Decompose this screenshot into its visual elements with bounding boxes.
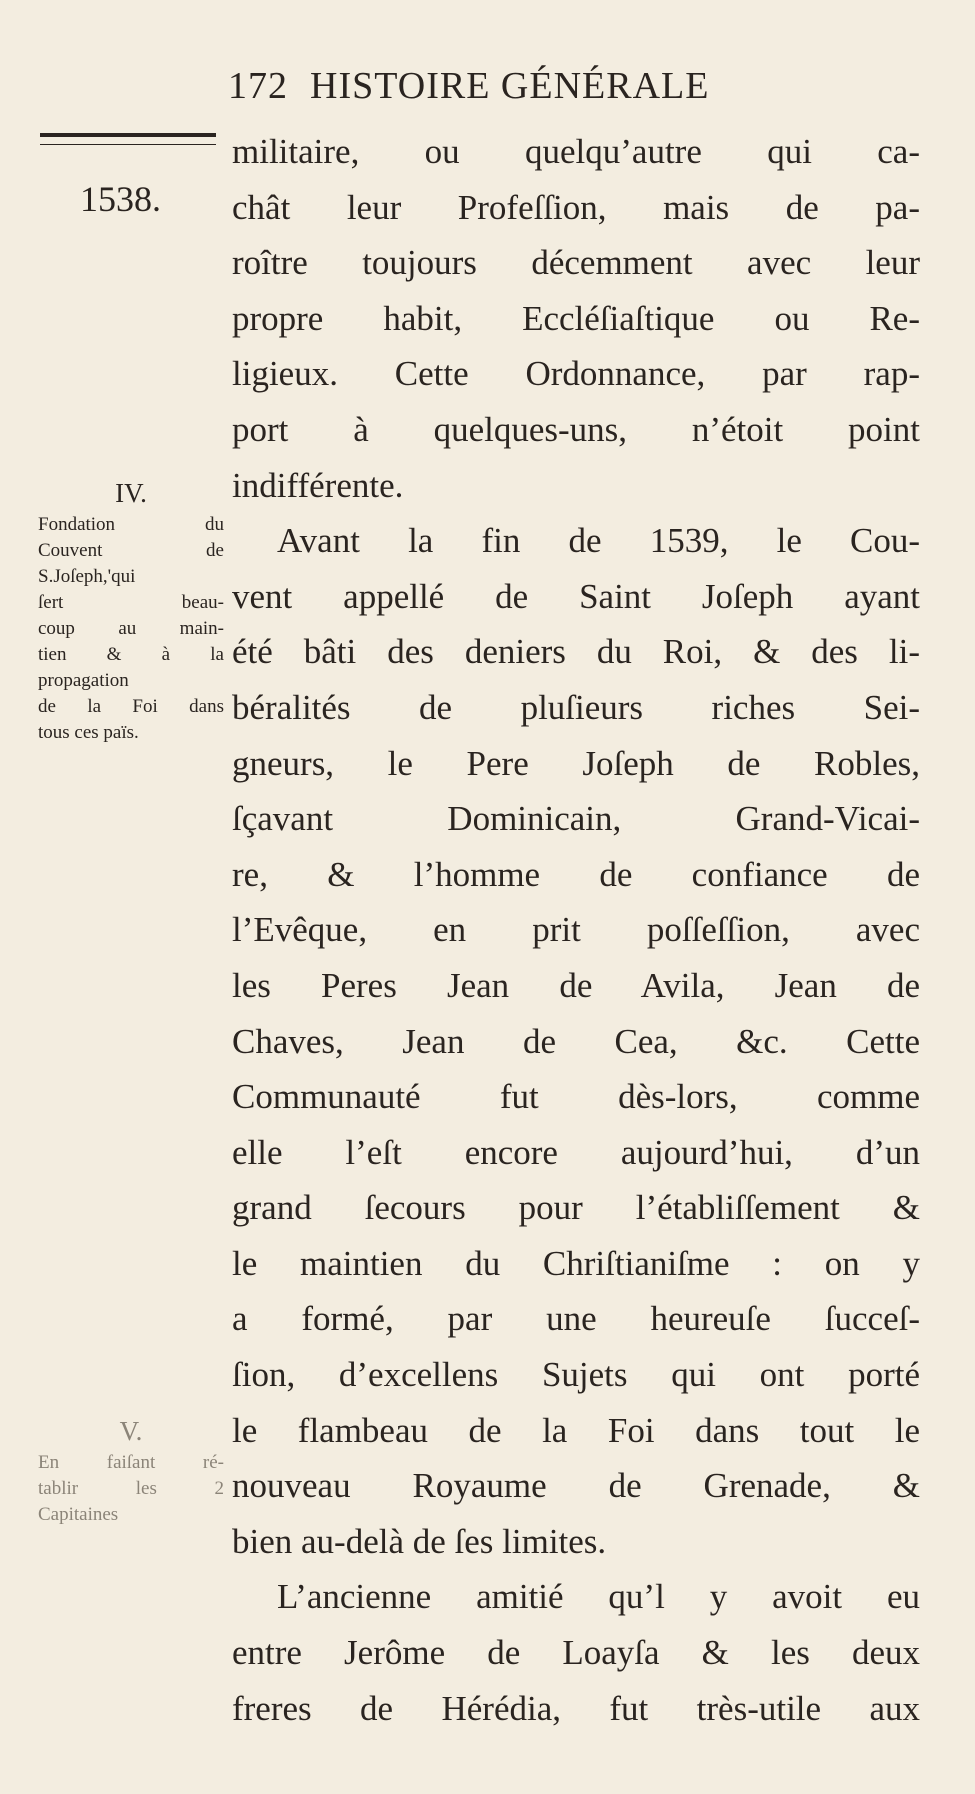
text-line: gneurs, le Pere Joſeph de Robles,	[232, 743, 920, 783]
text-line: propre habit, Eccléſiaſtique ou Re-	[232, 298, 920, 338]
running-title: HISTOIRE GÉNÉRALE	[310, 65, 710, 107]
text-line: a formé, par une heureuſe ſucceſ-	[232, 1299, 920, 1339]
text-line: béralités de pluſieurs riches Sei-	[232, 687, 920, 727]
text-line: grand ſecours pour l’établiſſement &	[232, 1188, 920, 1228]
text-line: freres de Hérédia, fut très-utile aux	[232, 1688, 920, 1728]
text-line: le maintien du Chriſtianiſme : on y	[232, 1243, 920, 1283]
text-line: ligieux. Cette Ordonnance, par rap-	[232, 354, 920, 394]
text-line: été bâti des deniers du Roi, & des li-	[232, 632, 920, 672]
margin-note-line: S.Joſeph,'qui	[38, 566, 136, 587]
text-line: entre Jerôme de Loayſa & les deux	[232, 1633, 920, 1673]
text-line: Avant la fin de 1539, le Cou-	[277, 521, 920, 561]
text-line: vent appellé de Saint Joſeph ayant	[232, 576, 920, 616]
text-line: port à quelques-uns, n’étoit point	[232, 409, 920, 449]
margin-note-line: En faiſant ré-	[38, 1452, 224, 1473]
running-header	[228, 64, 709, 108]
text-line: chât leur Profeſſion, mais de pa-	[232, 187, 920, 227]
text-line: ſçavant Dominicain, Grand-Vicai-	[232, 799, 920, 839]
margin-note-line: de la Foi dans	[38, 696, 224, 717]
ornamental-rule	[40, 133, 216, 145]
margin-note-line: coup au main-	[38, 618, 224, 639]
text-line: militaire, ou quelqu’autre qui ca-	[232, 132, 920, 171]
text-line: ſion, d’excellens Sujets qui ont porté	[232, 1355, 920, 1395]
text-line: indifférente.	[232, 465, 404, 505]
margin-year: 1538.	[80, 179, 161, 219]
margin-note-line: Couvent de	[38, 540, 224, 561]
margin-note-line: Capitaines	[38, 1504, 119, 1525]
text-line: bien au-delà de ſes limites.	[232, 1521, 607, 1561]
text-line: roître toujours décemment avec leur	[232, 243, 920, 283]
text-line: re, & l’homme de confiance de	[232, 854, 920, 894]
body-text	[232, 124, 920, 1736]
text-line: nouveau Royaume de Grenade, &	[232, 1466, 920, 1506]
margin-note-v	[38, 1416, 224, 1528]
text-line: elle l’eſt encore aujourd’hui, d’un	[232, 1132, 920, 1172]
page-number: 172	[228, 65, 288, 107]
margin-note-line: tien & à la	[38, 644, 224, 665]
text-line: les Peres Jean de Avila, Jean de	[232, 965, 920, 1005]
text-line: Communauté fut dès-lors, comme	[232, 1077, 920, 1117]
text-line: L’ancienne amitié qu’l y avoit eu	[277, 1577, 920, 1617]
margin-note-iv	[38, 478, 224, 746]
margin-note-line: tous ces païs.	[38, 722, 139, 743]
margin-note-line: propagation	[38, 670, 129, 691]
margin-note-numeral: V.	[119, 1416, 143, 1446]
text-line: Chaves, Jean de Cea, &c. Cette	[232, 1021, 920, 1061]
margin-note-line: ſert beau-	[38, 592, 224, 613]
text-line: l’Evêque, en prit poſſeſſion, avec	[232, 910, 920, 950]
margin-note-line: tablir les 2	[38, 1478, 224, 1499]
text-line: le flambeau de la Foi dans tout le	[232, 1410, 920, 1450]
margin-note-line: Fondation du	[38, 514, 224, 535]
margin-note-numeral: IV.	[115, 478, 147, 508]
